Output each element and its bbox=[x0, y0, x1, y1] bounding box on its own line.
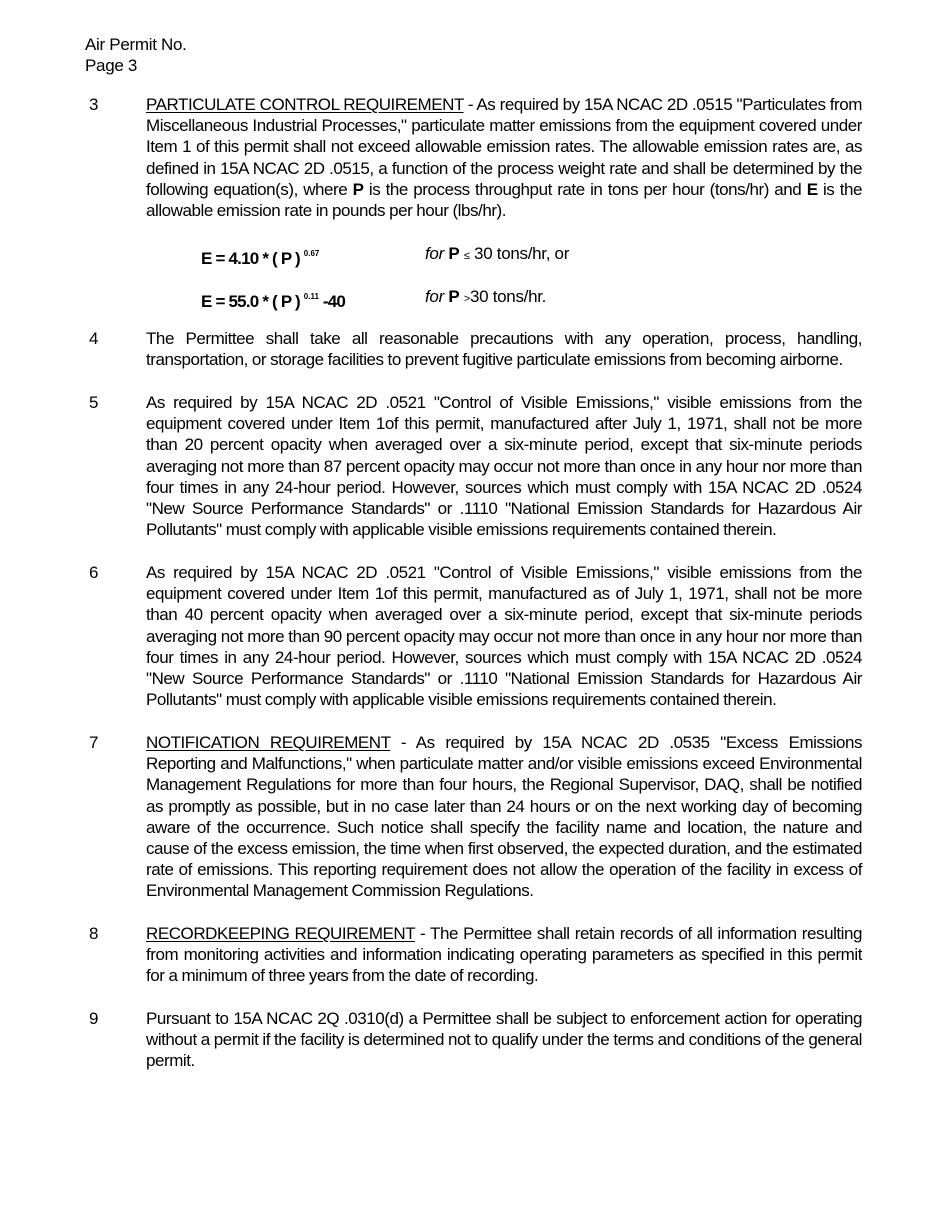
item-text-part-a: - As required by 15A NCAC 2D .0515 "Particulates from Miscellaneous Industrial Processes," particulate matter emissions from the equipment covered under Item 1 of this permit shall not exceed allowable emission rates. The allowable emission rates are, as defined in 15A NCAC 2D .0515, a function of the process weight rate and shall be determined by the following equation(s), where bbox=[146, 95, 862, 199]
item-text bbox=[146, 923, 862, 987]
item-text-body: - The Permittee shall retain records of all information resulting from monitoring activities and information indicating operating parameters as specified in this permit for a minimum of three years from the date of recording. bbox=[146, 924, 863, 986]
page-header bbox=[85, 34, 187, 76]
variable-p: P bbox=[352, 179, 364, 199]
item-text-part-c: is the allowable emission rate in pounds per hour (lbs/hr). bbox=[146, 179, 862, 221]
item-number: 6 bbox=[89, 563, 99, 582]
item-text: As required by 15A NCAC 2D .0521 "Control of Visible Emissions," visible emissions from the equipment covered under Item 1of this permit, manufactured after July 1, 1971, shall not be more than 20 percent opacity when averaged over a six-minute period, except that six-minute periods averaging not more than 87 percent opacity may occur not more than once in any hour nor more than four times in any 24-hour period. However, sources which must comply with 15A NCAC 2D .0524 "New Source Performance Standards" or .1110 "National Emission Standards for Hazardous Air Pollutants" must comply with applicable visible emissions requirements contained therein. bbox=[146, 393, 862, 540]
page-number: Page 3 bbox=[85, 56, 138, 75]
equation-exponent: 0.11 bbox=[303, 292, 319, 301]
notification-heading: NOTIFICATION REQUIREMENT bbox=[146, 733, 391, 752]
equation-tail: -40 bbox=[318, 292, 346, 311]
item-number: 5 bbox=[89, 393, 99, 412]
item-number: 9 bbox=[89, 1009, 99, 1028]
item-text-body: - As required by 15A NCAC 2D .0535 "Excess Emissions Reporting and Malfunctions," when particulate matter and/or visible emissions exceed Environmental Management Regulations for more than four hours, the Regional Supervisor, DAQ, shall be notified as promptly as possible, but in no case later than 24 hours or on the next working day of becoming aware of the occurrence. Such notice shall specify the facility name and location, the nature and cause of the excess emission, the time when first observed, the expected duration, and the estimated rate of emissions. This reporting requirement does not allow the operation of the facility in excess of Environmental Management Commission Regulations. bbox=[146, 733, 862, 901]
equation-lhs: E = 4.10 * ( P ) bbox=[201, 249, 304, 268]
equation-formula bbox=[201, 242, 319, 271]
condition-for: for bbox=[425, 244, 444, 263]
condition-for: for bbox=[425, 287, 444, 306]
condition-variable: P bbox=[448, 244, 460, 263]
item-number: 7 bbox=[89, 733, 99, 752]
condition-text: 30 tons/hr. bbox=[470, 287, 547, 306]
permit-number-label: Air Permit No. bbox=[85, 35, 187, 54]
equation-condition bbox=[425, 242, 569, 268]
item-text: The Permittee shall take all reasonable precautions with any operation, process, handling, transportation, or storage facilities to prevent fugitive particulate emissions from becoming airborne. bbox=[146, 329, 862, 370]
condition-relation: ≤ bbox=[463, 250, 470, 262]
equation-exponent: 0.67 bbox=[303, 249, 320, 258]
item-text bbox=[146, 732, 862, 902]
item-text: Pursuant to 15A NCAC 2Q .0310(d) a Permittee shall be subject to enforcement action for operating without a permit if the facility is determined not to qualify under the terms and conditions of the general permit. bbox=[146, 1009, 862, 1071]
equation-2 bbox=[0, 285, 950, 309]
equation-condition bbox=[425, 285, 546, 311]
condition-relation: > bbox=[463, 293, 470, 305]
equation-lhs: E = 55.0 * ( P ) bbox=[201, 292, 304, 311]
recordkeeping-heading: RECORDKEEPING REQUIREMENT bbox=[146, 924, 415, 943]
variable-e: E bbox=[806, 179, 818, 199]
particulate-control-heading: PARTICULATE CONTROL REQUIREMENT bbox=[146, 95, 464, 114]
item-number: 8 bbox=[89, 924, 99, 943]
item-number: 4 bbox=[89, 329, 99, 348]
item-number: 3 bbox=[89, 95, 99, 114]
item-text: As required by 15A NCAC 2D .0521 "Control of Visible Emissions," visible emissions from the equipment covered under Item 1of this permit, manufactured as of July 1, 1971, shall not be more than 40 percent opacity when averaged over a six-minute period, except that six-minute periods averaging not more than 90 percent opacity may occur not more than once in any hour nor more than four times in any 24-hour period. However, sources which must comply with 15A NCAC 2D .0524 "New Source Performance Standards" or .1110 "National Emission Standards for Hazardous Air Pollutants" must comply with applicable visible emissions requirements contained therein. bbox=[146, 563, 862, 710]
condition-variable: P bbox=[448, 287, 460, 306]
equation-1 bbox=[0, 242, 950, 266]
item-text-part-b: is the process throughput rate in tons per hour (tons/hr) and bbox=[363, 179, 807, 199]
condition-text: 30 tons/hr, or bbox=[469, 244, 570, 263]
equation-formula bbox=[201, 285, 345, 314]
item-text bbox=[146, 94, 862, 221]
